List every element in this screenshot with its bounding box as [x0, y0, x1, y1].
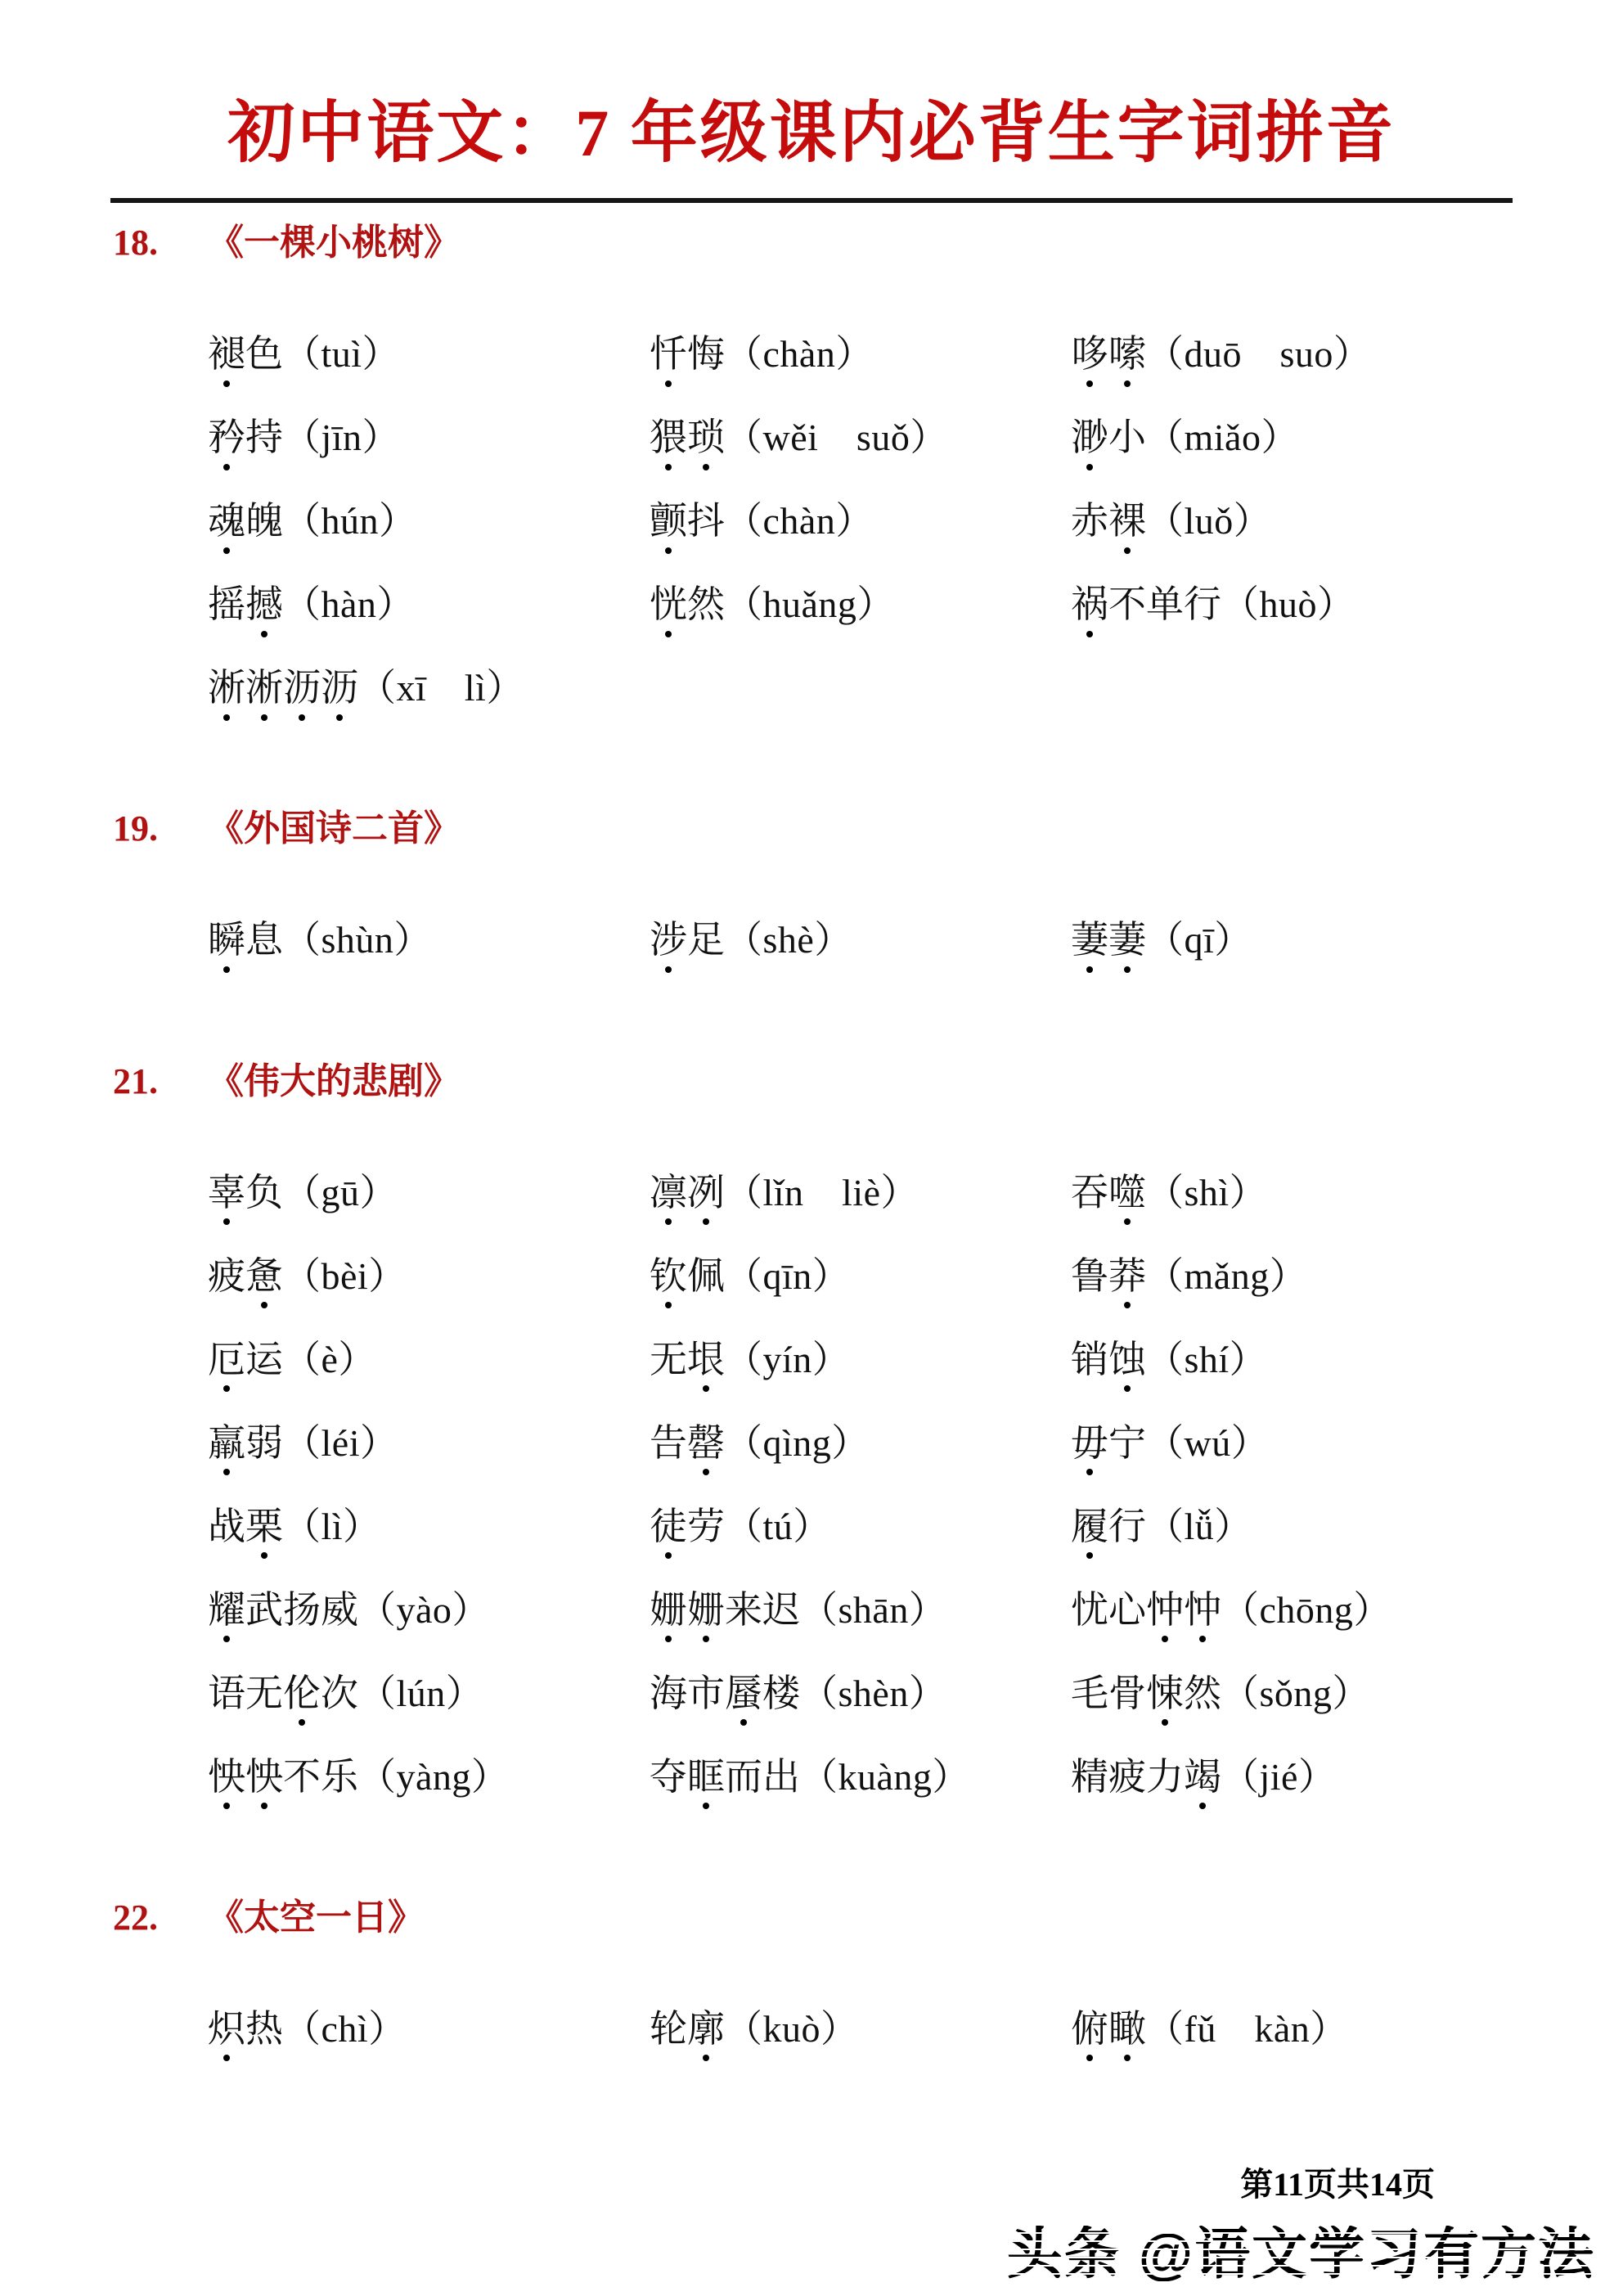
character: 心 [1108, 1588, 1146, 1631]
character: 精 [1071, 1755, 1108, 1798]
pinyin: （jié） [1221, 1755, 1337, 1798]
pinyin: （qīn） [725, 1254, 851, 1297]
word-entry [1071, 479, 1623, 563]
word-with-pinyin [650, 1173, 919, 1213]
word-entry [1071, 1402, 1623, 1485]
section-heading [113, 224, 1623, 262]
pinyin: （huǎng） [725, 583, 895, 626]
emphasized-character: 蚀 [1108, 1338, 1146, 1380]
pinyin: （kuàng） [800, 1755, 970, 1798]
word-entry [1071, 1318, 1623, 1402]
word-entry [650, 1235, 1071, 1318]
word-with-pinyin [208, 585, 415, 624]
word-with-pinyin [208, 335, 400, 374]
pinyin: （léi） [283, 1421, 398, 1464]
character: 宁 [1108, 1421, 1146, 1464]
emphasized-character: 嗦 [1108, 333, 1146, 376]
pinyin: （wú） [1146, 1421, 1270, 1464]
character: 鲁 [1071, 1254, 1108, 1297]
word-entry [650, 1318, 1071, 1402]
word-with-pinyin [208, 2007, 407, 2050]
word-with-pinyin [1071, 1254, 1308, 1297]
character: 不 [283, 1755, 321, 1798]
emphasized-character: 忡 [1146, 1588, 1184, 1631]
pinyin: （huò） [1221, 583, 1355, 626]
pinyin: （fǔ kàn） [1146, 2007, 1348, 2050]
pinyin: （shì） [1146, 1171, 1268, 1213]
character: 劳 [687, 1505, 725, 1547]
character: 市 [687, 1672, 725, 1714]
emphasized-character: 耀 [208, 1588, 245, 1631]
word-with-pinyin [1071, 2007, 1348, 2050]
pinyin: （chàn） [725, 333, 874, 376]
word-entry [1071, 899, 1623, 983]
word-entry [208, 1151, 650, 1235]
pinyin: （tú） [725, 1505, 831, 1547]
character: 武 [245, 1588, 283, 1631]
pinyin: （wěi suǒ） [725, 416, 948, 459]
emphasized-character: 伦 [283, 1672, 321, 1714]
word-entry [650, 899, 1071, 983]
word-entry [208, 1402, 650, 1485]
character: 弱 [245, 1421, 283, 1464]
word-with-pinyin [208, 1507, 381, 1546]
word-entry [650, 1988, 1071, 2071]
word-with-pinyin [1071, 335, 1371, 374]
word-entry [208, 1569, 650, 1652]
character: 悔 [687, 333, 725, 376]
character: 吞 [1071, 1171, 1108, 1213]
emphasized-character: 裸 [1108, 500, 1146, 542]
emphasized-character: 怏 [208, 1755, 245, 1798]
word-with-pinyin [208, 921, 432, 960]
word-with-pinyin [208, 418, 400, 457]
character: 轮 [650, 2007, 687, 2050]
character: 骨 [1108, 1672, 1146, 1714]
emphasized-character: 忡 [1184, 1588, 1221, 1631]
word-with-pinyin [650, 418, 948, 457]
pinyin: （luǒ） [1146, 500, 1272, 542]
pinyin: （qī） [1146, 919, 1252, 961]
pinyin: （chì） [283, 2007, 407, 2050]
section-number: 21. [113, 1060, 158, 1101]
pinyin: （shān） [800, 1588, 947, 1631]
character: 忧 [1071, 1588, 1108, 1631]
word-entry [208, 313, 650, 396]
section-block [113, 1060, 1623, 1819]
pinyin: （hàn） [283, 583, 415, 626]
word-entry [208, 479, 650, 563]
emphasized-character: 颤 [650, 500, 687, 542]
character: 赤 [1071, 500, 1108, 542]
word-entry [208, 646, 650, 730]
section-title: 《外国诗二首》 [208, 808, 460, 849]
section-title: 《太空一日》 [208, 1897, 424, 1938]
word-entry [208, 1318, 650, 1402]
pinyin: （shèn） [800, 1672, 947, 1714]
emphasized-character: 竭 [1184, 1755, 1221, 1798]
pinyin: （duō suo） [1146, 333, 1372, 376]
pinyin: （hún） [283, 500, 417, 542]
title-underline [110, 198, 1513, 203]
pinyin: （bèi） [283, 1254, 407, 1297]
section-block [113, 224, 1623, 730]
emphasized-character: 祸 [1071, 583, 1108, 626]
pinyin: （xī lì） [358, 667, 524, 709]
character: 魄 [245, 500, 283, 542]
pinyin: （yào） [358, 1588, 490, 1631]
character: 然 [1184, 1672, 1221, 1714]
word-with-pinyin [1071, 1173, 1267, 1213]
section-heading [113, 810, 1623, 848]
word-grid [208, 313, 1623, 730]
pinyin: （qìng） [725, 1421, 870, 1464]
emphasized-character: 惫 [245, 1254, 283, 1297]
pinyin: （kuò） [725, 2007, 859, 2050]
word-entry [1071, 1485, 1623, 1569]
character: 无 [650, 1338, 687, 1380]
emphasized-character: 沥 [321, 667, 358, 709]
character: 息 [245, 919, 283, 961]
character: 海 [650, 1672, 687, 1714]
character: 迟 [762, 1588, 800, 1631]
word-with-pinyin [208, 502, 417, 541]
word-with-pinyin [650, 585, 895, 624]
word-entry [208, 899, 650, 983]
word-entry [650, 396, 1071, 479]
emphasized-character: 毋 [1071, 1421, 1108, 1464]
word-entry [208, 1736, 650, 1819]
emphasized-character: 沥 [283, 667, 321, 709]
character: 无 [245, 1672, 283, 1714]
emphasized-character: 履 [1071, 1505, 1108, 1547]
character: 来 [725, 1588, 762, 1631]
character: 语 [208, 1672, 245, 1714]
character: 然 [687, 583, 725, 626]
word-with-pinyin [650, 335, 874, 374]
emphasized-character: 姗 [650, 1588, 687, 1631]
character: 色 [245, 333, 283, 376]
pinyin: （shè） [725, 919, 852, 961]
emphasized-character: 蜃 [725, 1672, 762, 1714]
word-with-pinyin [1071, 1507, 1252, 1546]
word-entry [1071, 313, 1623, 396]
word-with-pinyin [208, 1674, 483, 1713]
section-block [113, 1899, 1623, 2071]
character: 疲 [208, 1254, 245, 1297]
word-with-pinyin [208, 1173, 398, 1213]
word-with-pinyin [650, 1755, 970, 1798]
word-with-pinyin [1071, 1755, 1337, 1798]
character: 销 [1071, 1338, 1108, 1380]
character: 扬 [283, 1588, 321, 1631]
watermark-text: 头条 @语文学习有方法 [1006, 2223, 1595, 2285]
word-with-pinyin [650, 1507, 831, 1546]
emphasized-character: 矜 [208, 416, 245, 459]
word-entry [650, 1736, 1071, 1819]
emphasized-character: 忏 [650, 333, 687, 376]
pinyin: （lún） [358, 1672, 484, 1714]
emphasized-character: 魂 [208, 500, 245, 542]
word-entry [208, 396, 650, 479]
pinyin: （è） [283, 1338, 376, 1380]
pinyin: （lǚ） [1146, 1505, 1252, 1547]
emphasized-character: 莽 [1108, 1254, 1146, 1297]
emphasized-character: 萋 [1108, 919, 1146, 961]
emphasized-character: 琐 [687, 416, 725, 459]
emphasized-character: 炽 [208, 2007, 245, 2050]
word-entry [1071, 1652, 1623, 1736]
word-with-pinyin [208, 1588, 490, 1631]
page-title: 初中语文：7 年级课内必背生字词拼音 [227, 96, 1396, 170]
emphasized-character: 羸 [208, 1421, 245, 1464]
pinyin: （gū） [283, 1171, 398, 1213]
emphasized-character: 猥 [650, 416, 687, 459]
word-with-pinyin [208, 1755, 510, 1798]
pinyin: （jīn） [283, 416, 401, 459]
character: 摇 [208, 583, 245, 626]
word-entry [650, 1402, 1071, 1485]
word-entry [1071, 563, 1623, 646]
word-with-pinyin [1071, 1421, 1270, 1464]
character: 夺 [650, 1755, 687, 1798]
word-entry [650, 563, 1071, 646]
emphasized-character: 辜 [208, 1171, 245, 1213]
character: 告 [650, 1421, 687, 1464]
word-with-pinyin [1071, 1588, 1391, 1631]
character: 运 [245, 1338, 283, 1380]
word-entry [1071, 1151, 1623, 1235]
word-entry [650, 313, 1071, 396]
character: 楼 [762, 1672, 800, 1714]
section-number: 19. [113, 808, 158, 849]
pinyin: （sǒng） [1221, 1672, 1370, 1714]
emphasized-character: 罄 [687, 1421, 725, 1464]
sections-container [113, 224, 1623, 2071]
emphasized-character: 冽 [687, 1171, 725, 1213]
emphasized-character: 俯 [1071, 2007, 1108, 2050]
word-with-pinyin [650, 921, 852, 960]
pinyin: （shùn） [283, 919, 432, 961]
word-with-pinyin [1071, 921, 1252, 960]
pinyin: （shí） [1146, 1338, 1268, 1380]
emphasized-character: 凛 [650, 1171, 687, 1213]
emphasized-character: 涉 [650, 919, 687, 961]
emphasized-character: 栗 [245, 1505, 283, 1547]
emphasized-character: 噬 [1108, 1171, 1146, 1213]
emphasized-character: 徒 [650, 1505, 687, 1547]
word-with-pinyin [208, 1421, 398, 1464]
pinyin: （tuì） [283, 333, 401, 376]
emphasized-character: 褪 [208, 333, 245, 376]
character: 佩 [687, 1254, 725, 1297]
pinyin: （yàng） [358, 1755, 510, 1798]
word-entry [208, 1485, 650, 1569]
emphasized-character: 怏 [245, 1755, 283, 1798]
word-entry [650, 1569, 1071, 1652]
character: 负 [245, 1171, 283, 1213]
character: 出 [762, 1755, 800, 1798]
word-entry [1071, 1988, 1623, 2071]
pinyin: （yín） [725, 1338, 851, 1380]
character: 持 [245, 416, 283, 459]
emphasized-character: 撼 [245, 583, 283, 626]
word-with-pinyin [1071, 502, 1271, 541]
character: 行 [1184, 583, 1221, 626]
word-with-pinyin [208, 669, 524, 708]
pinyin: （chōng） [1221, 1588, 1391, 1631]
character: 毛 [1071, 1672, 1108, 1714]
word-entry [208, 563, 650, 646]
character: 行 [1108, 1505, 1146, 1547]
word-with-pinyin [650, 1674, 946, 1713]
emphasized-character: 垠 [687, 1338, 725, 1380]
word-with-pinyin [208, 1340, 376, 1380]
emphasized-character: 瞬 [208, 919, 245, 961]
word-with-pinyin [650, 1340, 850, 1380]
word-entry [1071, 396, 1623, 479]
word-with-pinyin [1071, 1674, 1370, 1713]
word-grid [208, 899, 1623, 983]
pinyin: （chàn） [725, 500, 874, 542]
section-heading [113, 1899, 1623, 1937]
emphasized-character: 瞰 [1108, 2007, 1146, 2050]
character: 而 [725, 1755, 762, 1798]
character: 单 [1146, 583, 1184, 626]
section-title: 《一棵小桃树》 [208, 223, 460, 263]
word-with-pinyin [1071, 585, 1355, 624]
word-entry [650, 1652, 1071, 1736]
emphasized-character: 淅 [245, 667, 283, 709]
section-number: 18. [113, 223, 158, 263]
word-with-pinyin [650, 1588, 947, 1631]
word-entry [650, 479, 1071, 563]
character: 热 [245, 2007, 283, 2050]
word-entry [650, 1151, 1071, 1235]
emphasized-character: 淅 [208, 667, 245, 709]
word-with-pinyin [650, 2007, 859, 2050]
emphasized-character: 眶 [687, 1755, 725, 1798]
word-with-pinyin [1071, 1340, 1267, 1380]
character: 乐 [321, 1755, 358, 1798]
emphasized-character: 姗 [687, 1588, 725, 1631]
word-with-pinyin [650, 1421, 870, 1464]
section-block [113, 810, 1623, 982]
character: 力 [1146, 1755, 1184, 1798]
word-with-pinyin [650, 1254, 851, 1297]
word-entry [208, 1988, 650, 2071]
word-with-pinyin [650, 502, 874, 541]
emphasized-character: 钦 [650, 1254, 687, 1297]
page-number: 第11页共14页 [1240, 2166, 1435, 2203]
word-with-pinyin [208, 1254, 407, 1297]
character: 小 [1108, 416, 1146, 459]
character: 威 [321, 1588, 358, 1631]
character: 足 [687, 919, 725, 961]
pinyin: （miǎo） [1146, 416, 1299, 459]
emphasized-character: 廓 [687, 2007, 725, 2050]
pinyin: （lì） [283, 1505, 381, 1547]
section-number: 22. [113, 1897, 158, 1938]
pinyin: （mǎng） [1146, 1254, 1308, 1297]
section-title: 《伟大的悲剧》 [208, 1060, 460, 1101]
word-grid [208, 1988, 1623, 2071]
character: 次 [321, 1672, 358, 1714]
character: 不 [1108, 583, 1146, 626]
word-entry [1071, 1736, 1623, 1819]
word-entry [208, 1652, 650, 1736]
emphasized-character: 渺 [1071, 416, 1108, 459]
word-grid [208, 1151, 1623, 1819]
word-entry [650, 1485, 1071, 1569]
emphasized-character: 悚 [1146, 1672, 1184, 1714]
character: 疲 [1108, 1755, 1146, 1798]
character: 战 [208, 1505, 245, 1547]
word-entry [1071, 1235, 1623, 1318]
word-with-pinyin [1071, 418, 1299, 457]
emphasized-character: 哆 [1071, 333, 1108, 376]
character: 抖 [687, 500, 725, 542]
emphasized-character: 厄 [208, 1338, 245, 1380]
pinyin: （lǐn liè） [725, 1171, 919, 1213]
section-heading [113, 1060, 1623, 1101]
emphasized-character: 恍 [650, 583, 687, 626]
word-entry [1071, 1569, 1623, 1652]
word-entry [208, 1235, 650, 1318]
emphasized-character: 萋 [1071, 919, 1108, 961]
